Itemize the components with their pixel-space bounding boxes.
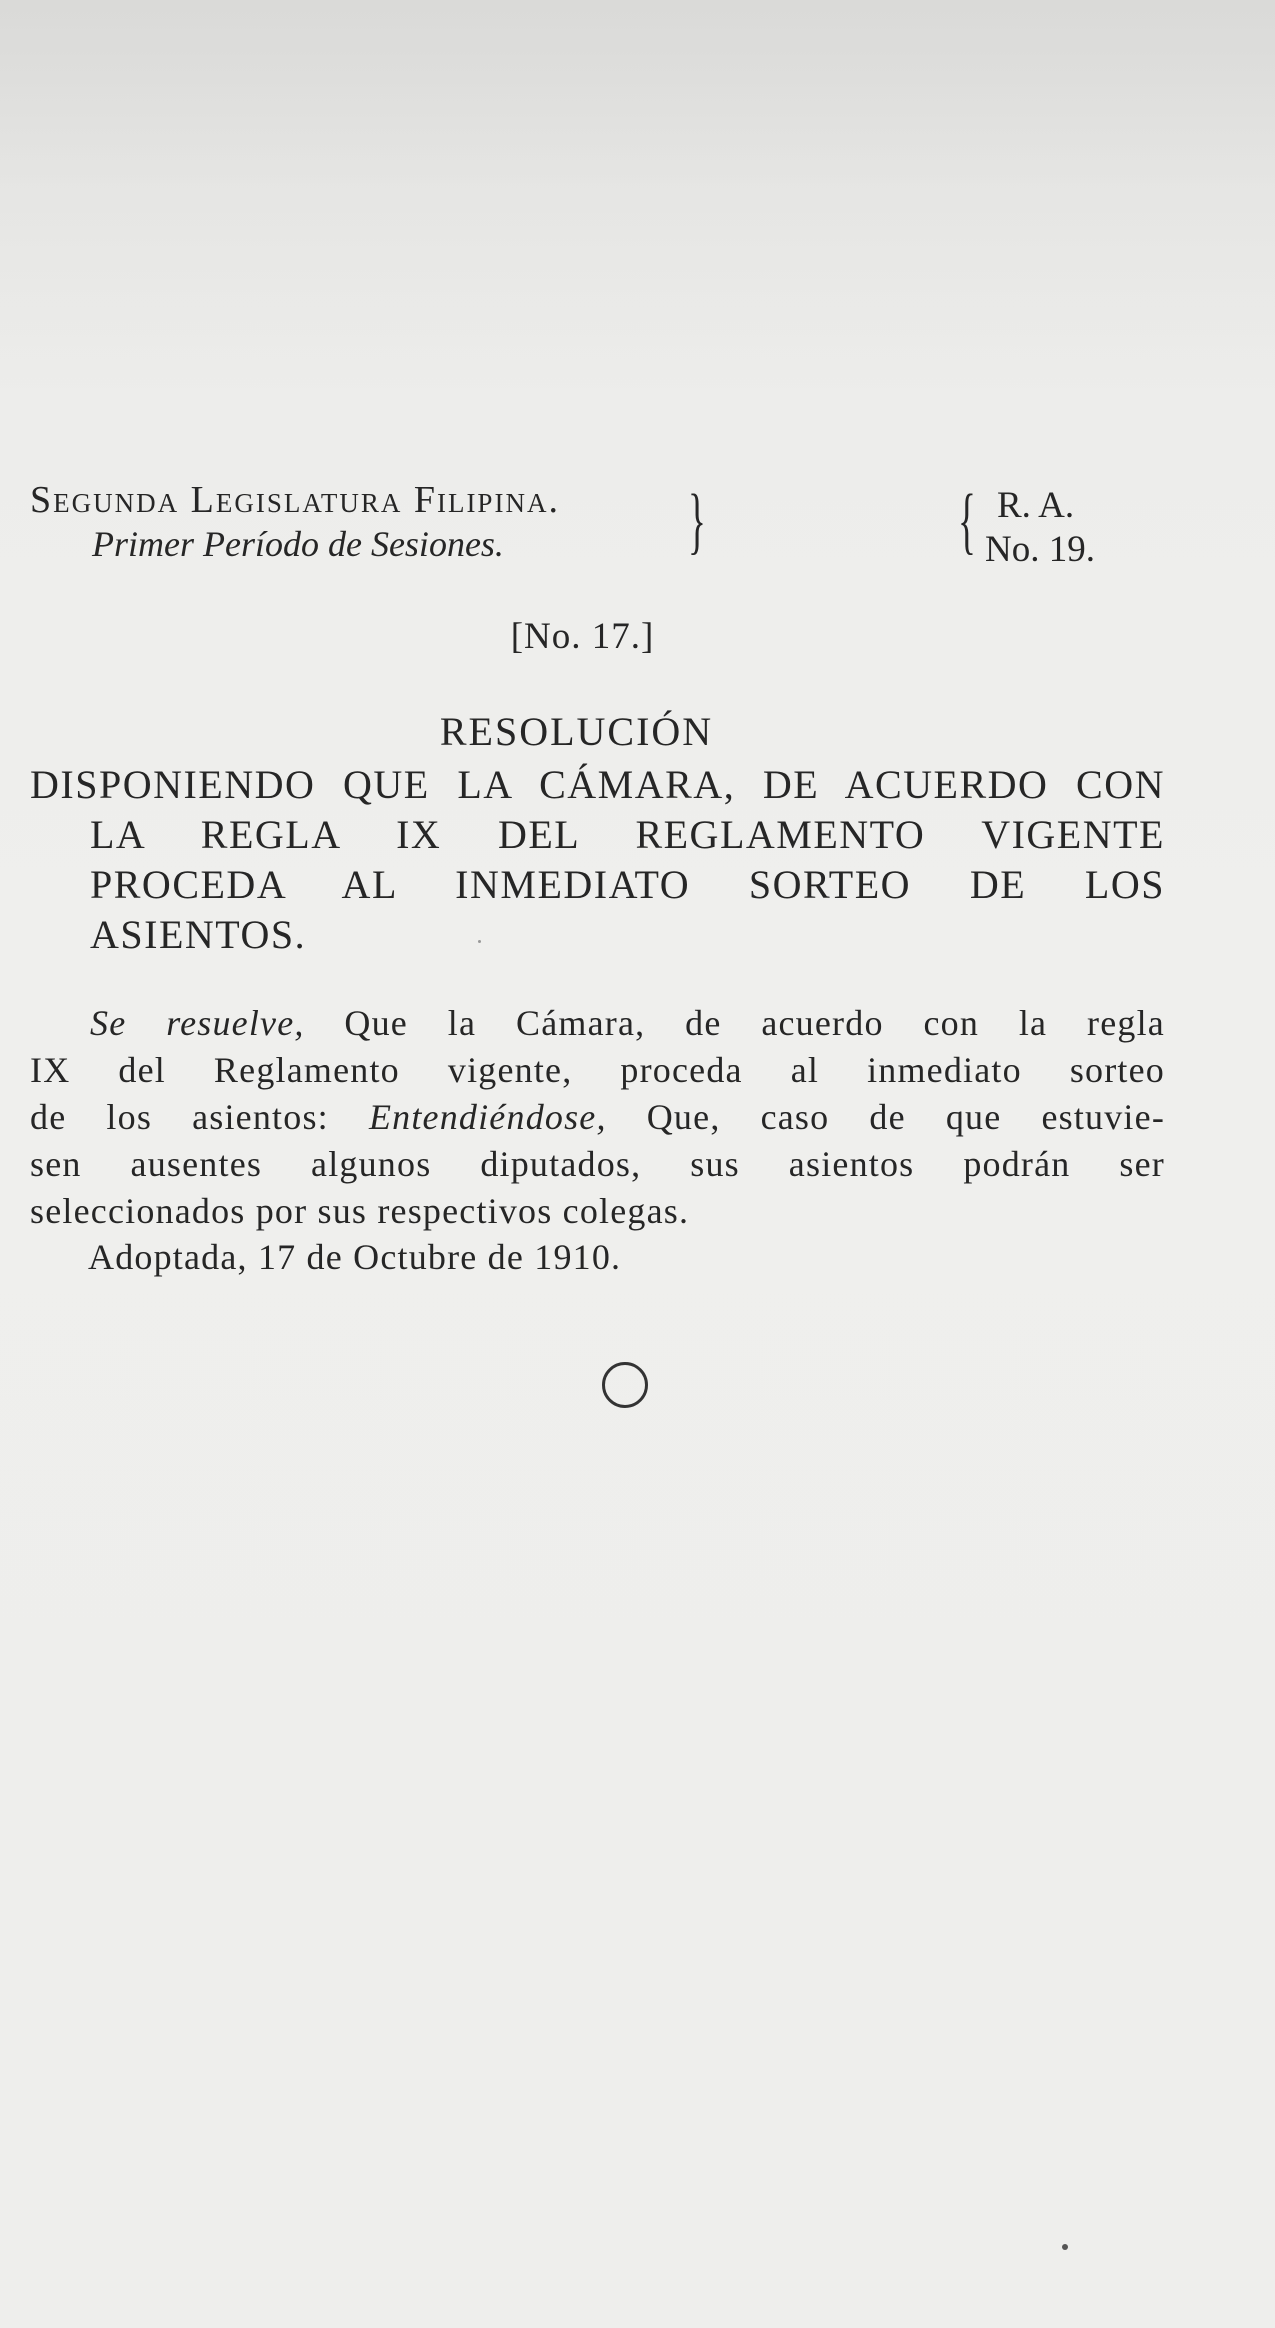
circle-ornament-icon [602,1362,648,1408]
body-line-3 [30,1094,1165,1141]
ra-number: No. 19. [985,529,1095,570]
document-number: [No. 17.] [510,616,655,657]
body-line-1 [30,1000,1165,1047]
heading-line-2: LA REGLA IX DEL REGLAMENTO VIGENTE [90,812,1165,857]
body-line-5 [30,1188,1165,1235]
body-line-2-text: IX del Reglamento vigente, proceda al inmediato sorteo [30,1050,1165,1090]
heading-line-3: PROCEDA AL INMEDIATO SORTEO DE LOS [90,862,1165,907]
body-line-4 [30,1141,1165,1188]
session-name: Primer Período de Sesiones. [92,524,504,564]
resolution-body [30,1000,1165,1235]
right-brace-icon: { [958,480,976,562]
resolution-heading [30,760,1165,960]
heading-line-1: DISPONIENDO QUE LA CÁMARA, DE ACUERDO CON [30,762,1165,807]
body-line-5-text: seleccionados por sus respectivos colegas. [30,1191,690,1231]
ink-speck [478,940,481,943]
legislature-name: Segunda Legislatura Filipina. [30,479,560,521]
resolution-title: RESOLUCIÓN [439,709,714,754]
adoption-date: Adoptada, 17 de Octubre de 1910. [88,1237,622,1277]
scan-shading [0,0,1275,390]
ra-label: R. A. [997,485,1075,526]
left-brace-icon: } [688,480,706,562]
body-line-3-italic: Entendiéndose, [368,1097,607,1137]
ink-speck [1062,2244,1068,2250]
body-line-2 [30,1047,1165,1094]
body-line-1-italic: Se resuelve, [90,1003,305,1043]
body-line-3-text: de los asientos: [30,1097,369,1137]
body-line-3-text2: Que, caso de que estuvie- [606,1097,1166,1137]
body-line-1-text: Que la Cámara, de acuerdo con la regla [304,1003,1165,1043]
body-line-4-text: sen ausentes algunos diputados, sus asientos podrán ser [30,1144,1165,1184]
header-right-block [985,484,1095,572]
header-left-block [30,478,710,566]
heading-line-4: ASIENTOS. [90,912,307,957]
